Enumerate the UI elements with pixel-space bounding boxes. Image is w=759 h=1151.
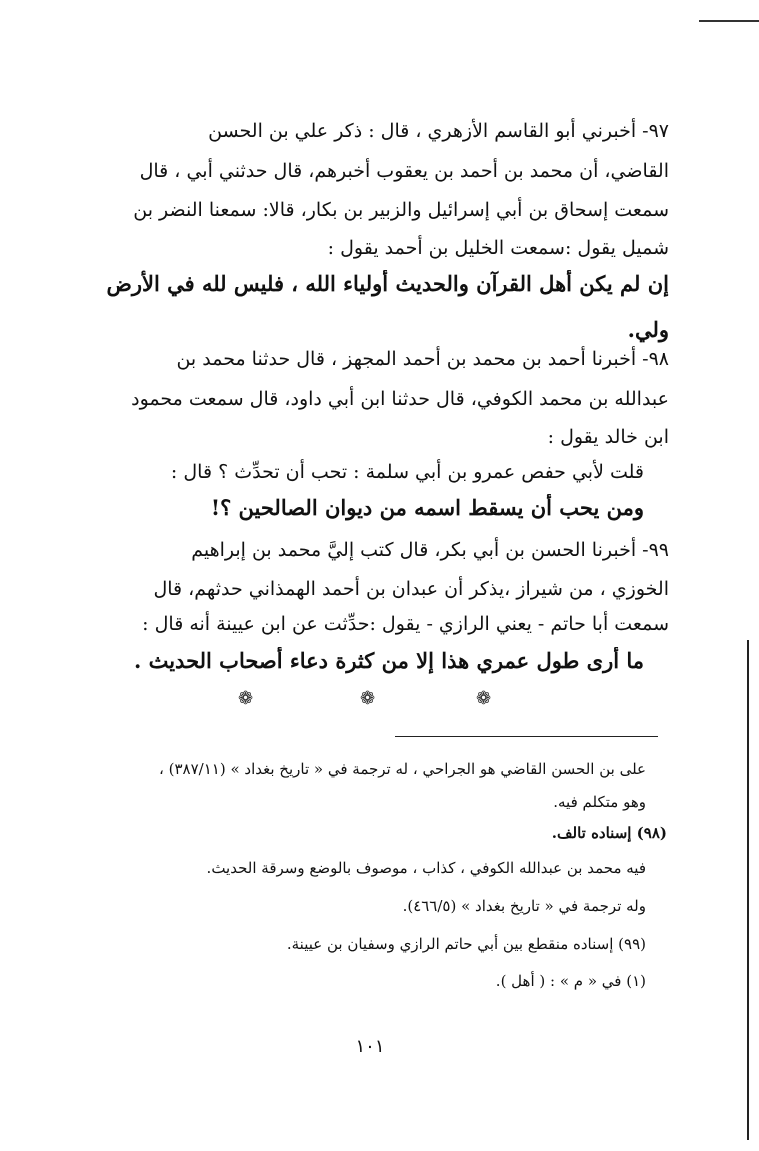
footnote-heading: (٩٨) إسناده تالف. (551, 824, 667, 842)
text-line: ٩٧- أخبرني أبو القاسم الأزهري ، قال : ذكر علي بن الحسن (208, 120, 669, 142)
top-rule (699, 20, 759, 22)
footnote-line: فيه محمد بن عبدالله الكوفي ، كذاب ، موصوف بالوضع وسرقة الحديث. (206, 859, 646, 877)
footnote-line: (٩٩) إسناده منقطع بين أبي حاتم الرازي وسفيان بن عيينة. (286, 935, 646, 953)
footnote-line: وله ترجمة في « تاريخ بغداد » (٤٦٦/٥). (402, 897, 646, 915)
flower-ornament-icon: ❁ (238, 688, 254, 709)
footnote-line: على بن الحسن القاضي هو الجراحي ، له ترجمة في « تاريخ بغداد » (٣٨٧/١١) ، (159, 760, 646, 778)
footnote-line: (١) في « م » : ( أهل ). (495, 972, 646, 990)
footnote-rule (395, 736, 658, 737)
quote-line: ما أرى طول عمري هذا إلا من كثرة دعاء أصحاب الحديث . (133, 648, 644, 673)
text-line: ٩٩- أخبرنا الحسن بن أبي بكر، قال كتب إليَّ محمد بن إبراهيم (191, 539, 669, 561)
text-line: قلت لأبي حفص عمرو بن أبي سلمة : تحب أن تحدِّث ؟ قال : (170, 461, 644, 483)
text-line: ٩٨- أخبرنا أحمد بن محمد بن أحمد المجهز ، قال حدثنا محمد بن (176, 348, 669, 370)
quote-line: ومن يحب أن يسقط اسمه من ديوان الصالحين ؟! (210, 495, 644, 520)
text-line: سمعت إسحاق بن أبي إسرائيل والزبير بن بكار، قالا: سمعنا النضر بن (133, 199, 669, 221)
text-line: القاضي، أن محمد بن أحمد بن يعقوب أخبرهم، قال حدثني أبي ، قال (139, 160, 669, 182)
flower-ornament-icon: ❁ (476, 688, 492, 709)
quote-line: ولي. (627, 317, 669, 342)
ornament-divider (0, 688, 759, 718)
footnote-line: وهو متكلم فيه. (553, 793, 646, 811)
text-line: شميل يقول :سمعت الخليل بن أحمد يقول : (327, 237, 669, 259)
quote-line: إن لم يكن أهل القرآن والحديث أولياء الله ، فليس لله في الأرض (106, 271, 669, 296)
text-line: ابن خالد يقول : (547, 426, 669, 448)
text-line: الخوزي ، من شيراز ،يذكر أن عبدان بن أحمد الهمذاني حدثهم، قال (153, 578, 669, 600)
flower-ornament-icon: ❁ (360, 688, 376, 709)
text-line: سمعت أبا حاتم - يعني الرازي - يقول :حدِّثت عن ابن عيينة أنه قال : (142, 613, 669, 635)
text-line: عبدالله بن محمد الكوفي، قال حدثنا ابن أبي داود، قال سمعت محمود (131, 388, 669, 410)
page-number: ١٠١ (355, 1036, 385, 1057)
